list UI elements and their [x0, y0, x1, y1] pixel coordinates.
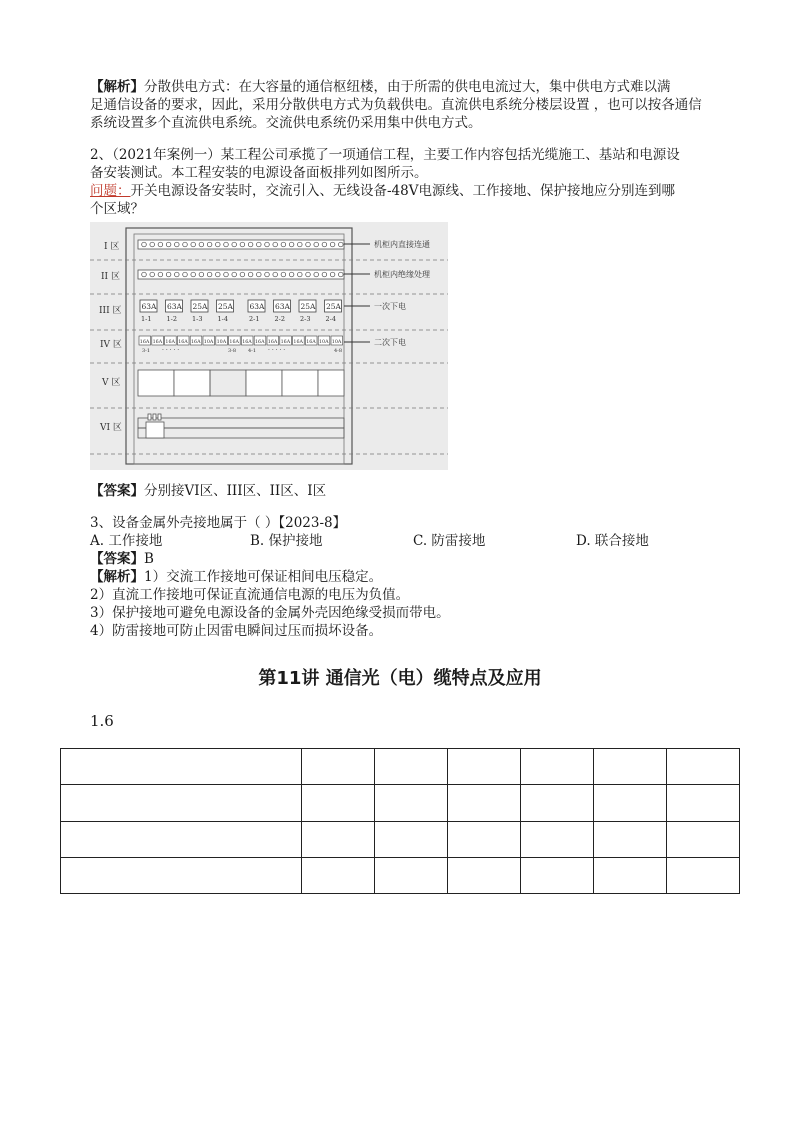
zone-4-breaker-dots [162, 347, 285, 354]
analysis-point-1: 1）交流工作接地可保证相间电压稳定。 [144, 569, 383, 585]
analysis-label: 【解析】 [90, 569, 144, 585]
busbar-terminal [339, 242, 344, 247]
analysis-line-3: 系统设置多个直流供电系统。交流供电系统仍采用集中供电方式。 [90, 115, 482, 131]
option-b: B. 保护接地 [250, 533, 323, 549]
busbar-terminal [232, 272, 237, 277]
table-cell [61, 749, 302, 785]
busbar-terminal [199, 272, 204, 277]
zone-4-breakers [139, 336, 343, 345]
side-label-direct: 机柜内直接连通 [374, 240, 430, 249]
question-3-stem: 3、设备金属外壳接地属于（ ）【2023-8】 [90, 515, 347, 531]
zone-4-breaker-id-3-8: 3-8 [228, 348, 237, 354]
busbar-terminal [289, 242, 294, 247]
zone-5-cells [138, 370, 344, 396]
question-2-prompt [90, 182, 675, 200]
busbar-terminal [158, 272, 163, 277]
small-breaker-rating: 16A [242, 340, 252, 345]
small-breaker-rating: 10A [331, 340, 342, 345]
analysis-point-4: 4）防雷接地可防止因雷电瞬间过压而损坏设备。 [90, 623, 383, 639]
breaker-id: 2-2 [274, 315, 285, 323]
table-cell [594, 857, 667, 893]
busbar-terminal [240, 272, 245, 277]
answer-label: 【答案】 [90, 551, 144, 567]
busbar-terminal [175, 242, 180, 247]
busbar-terminal [314, 272, 319, 277]
breaker-id: 2-1 [249, 315, 260, 323]
zone-separators [90, 260, 448, 454]
busbar-terminal [199, 242, 204, 247]
busbar-terminal [207, 242, 212, 247]
busbar-terminal [216, 242, 221, 247]
table-cell [375, 821, 448, 857]
small-breaker-rating: 16A [152, 340, 163, 345]
answer-label: 【答案】 [90, 483, 144, 499]
busbar-terminal [142, 272, 147, 277]
small-breaker-rating: 16A [306, 340, 316, 345]
zone-4-breaker-id-3-1: 3-1 [142, 348, 151, 354]
breaker-id: 2-3 [300, 315, 311, 323]
side-label-second-disconnect: 二次下电 [374, 338, 406, 347]
analysis-label: 【解析】 [90, 79, 144, 95]
small-breaker-rating: 10A [203, 340, 214, 345]
table-cell [521, 785, 594, 821]
busbar-terminal [232, 242, 237, 247]
option-a: A. 工作接地 [90, 533, 163, 549]
breaker-rating: 25A [192, 302, 208, 311]
table-cell [61, 785, 302, 821]
zone-label-2: II 区 [101, 272, 120, 282]
table-cell [302, 785, 375, 821]
table-cell [61, 857, 302, 893]
table-cell [667, 821, 740, 857]
analysis-point-3: 3）保护接地可避免电源设备的金属外壳因绝缘受损而带电。 [90, 605, 450, 621]
table-row [61, 821, 740, 857]
busbar-terminal [240, 242, 245, 247]
breaker-id: 1-2 [166, 315, 177, 323]
small-breaker-rating: 10A [319, 340, 329, 345]
table-cell [302, 749, 375, 785]
question-text-line-1: 开关电源设备安装时，交流引入、无线设备-48V电源线、工作接地、保护接地应分别连到哪 [130, 183, 675, 199]
table-cell [667, 857, 740, 893]
busbar-terminal [330, 272, 335, 277]
table-row [61, 749, 740, 785]
busbar-terminal [150, 272, 155, 277]
breaker-id: 1-4 [217, 315, 228, 323]
breaker-id: 2-4 [325, 315, 336, 323]
busbar-terminal [306, 272, 311, 277]
zone-3-breakers [140, 300, 342, 323]
busbar-terminal [330, 242, 335, 247]
breaker-rating: 25A [218, 302, 233, 311]
table-cell [667, 785, 740, 821]
analysis-line-2: 足通信设备的要求，因此，采用分散供电方式为负载供电。直流供电系统分楼层设置 ，也可以按各通信 [90, 97, 702, 113]
option-d: D. 联合接地 [576, 533, 649, 549]
table-cell [61, 821, 302, 857]
section-number: 1.6 [90, 712, 114, 730]
busbar-terminal [314, 242, 319, 247]
table-row [61, 785, 740, 821]
small-breaker-rating: 16A [267, 340, 278, 345]
breaker-rating: 63A [275, 302, 290, 311]
table-cell [667, 749, 740, 785]
zone-4-breaker-id-4-1: 4-1 [248, 348, 257, 354]
small-breaker-rating: 16A [293, 340, 303, 345]
zone-label-5: V 区 [102, 378, 121, 388]
small-breaker-rating: 10A [216, 340, 227, 345]
option-c: C. 防雷接地 [413, 533, 486, 549]
zone-label-1: I 区 [104, 242, 120, 252]
answer-text: 分别接VI区、III区、II区、I区 [144, 483, 327, 499]
busbar-terminal [273, 242, 278, 247]
busbar-terminal [175, 272, 180, 277]
section-title: 第11讲 通信光（电）缆特点及应用 [258, 668, 542, 689]
answer-value: B [144, 551, 154, 567]
busbar-terminal [322, 272, 327, 277]
breaker-rating: 63A [141, 302, 157, 311]
busbar-terminal [142, 242, 147, 247]
busbar-terminal [166, 272, 171, 277]
table-cell [448, 857, 521, 893]
small-breaker-rating: 16A [191, 340, 201, 345]
busbar-terminal [158, 242, 163, 247]
table-cell [448, 749, 521, 785]
zone-label-3: III 区 [99, 306, 122, 316]
small-breaker-rating: 16A [139, 340, 150, 345]
busbar-terminal [257, 242, 262, 247]
empty-table [60, 748, 740, 894]
small-breaker-rating: 16A [255, 340, 265, 345]
table-cell [375, 749, 448, 785]
zone-label-6: VI 区 [100, 423, 122, 433]
table-cell [521, 749, 594, 785]
busbar-terminal [150, 242, 155, 247]
busbar-terminal [224, 242, 229, 247]
busbar-terminal [306, 242, 311, 247]
busbar-terminal [265, 272, 270, 277]
breaker-id: 1-3 [192, 315, 203, 323]
breaker-id: 1-1 [141, 315, 152, 323]
busbar-terminal [281, 272, 286, 277]
table-cell [375, 785, 448, 821]
question-3-analysis [90, 568, 382, 586]
table-row [61, 857, 740, 893]
small-breaker-rating: 16A [280, 340, 291, 345]
busbar-terminal [298, 242, 303, 247]
question-2-line-2: 备安装测试。本工程安装的电源设备面板排列如图所示。 [90, 165, 428, 181]
answer-2 [90, 482, 326, 500]
busbar-terminal [248, 242, 253, 247]
question-text-line-2: 个区域？ [90, 201, 144, 217]
side-label-first-disconnect: 一次下电 [374, 302, 406, 311]
busbar-terminal [216, 272, 221, 277]
breaker-rating: 63A [167, 302, 182, 311]
leader-lines [344, 244, 370, 342]
table-cell [302, 821, 375, 857]
busbar-terminal [183, 272, 188, 277]
zone-4-breaker-id-4-8: 4-8 [334, 348, 343, 354]
table-cell [375, 857, 448, 893]
busbar-terminal [207, 272, 212, 277]
table-cell [448, 821, 521, 857]
power-panel-figure [90, 222, 448, 470]
small-breaker-rating: 16A [229, 340, 239, 345]
busbar-terminal [265, 242, 270, 247]
power-panel-diagram [90, 222, 448, 470]
table-cell [521, 857, 594, 893]
busbar-terminal [273, 272, 278, 277]
table-cell [521, 821, 594, 857]
question-3-answer [90, 550, 154, 568]
busbar-terminal [224, 272, 229, 277]
small-breaker-rating: 16A [165, 340, 175, 345]
zone-label-4: IV 区 [100, 340, 122, 350]
table-cell [594, 785, 667, 821]
busbar-terminal [191, 242, 196, 247]
busbar-terminal [339, 272, 344, 277]
table-cell [594, 749, 667, 785]
busbar-terminal [183, 242, 188, 247]
breaker-rating: 25A [300, 302, 316, 311]
breaker-rating: 25A [326, 302, 341, 311]
busbar-terminal [289, 272, 294, 277]
svg-text:· · · · ·: · · · · · [162, 347, 180, 354]
busbar-terminal [257, 272, 262, 277]
busbar-terminal [191, 272, 196, 277]
svg-text:· · · · ·: · · · · · [268, 347, 286, 354]
zone-6-grounding-bar [138, 414, 344, 438]
analysis-paragraph [90, 78, 671, 96]
question-2-line-1: 2、（2021年案例一）某工程公司承揽了一项通信工程，主要工作内容包括光缆施工、基站和电源设 [90, 147, 680, 163]
small-breaker-rating: 16A [178, 340, 188, 345]
breaker-rating: 63A [249, 302, 265, 311]
busbar-terminal [166, 242, 171, 247]
busbar-terminal [298, 272, 303, 277]
analysis-point-2: 2）直流工作接地可保证直流通信电源的电压为负值。 [90, 587, 410, 603]
table-cell [448, 785, 521, 821]
busbar-terminal [281, 242, 286, 247]
busbar-terminal [322, 242, 327, 247]
table-cell [594, 821, 667, 857]
question-label: 问题： [90, 183, 131, 199]
analysis-line-1: 分散供电方式：在大容量的通信枢纽楼，由于所需的供电电流过大，集中供电方式难以满 [144, 79, 671, 95]
busbar-terminal [248, 272, 253, 277]
side-label-insulated: 机柜内绝缘处理 [374, 270, 430, 279]
table-cell [302, 857, 375, 893]
